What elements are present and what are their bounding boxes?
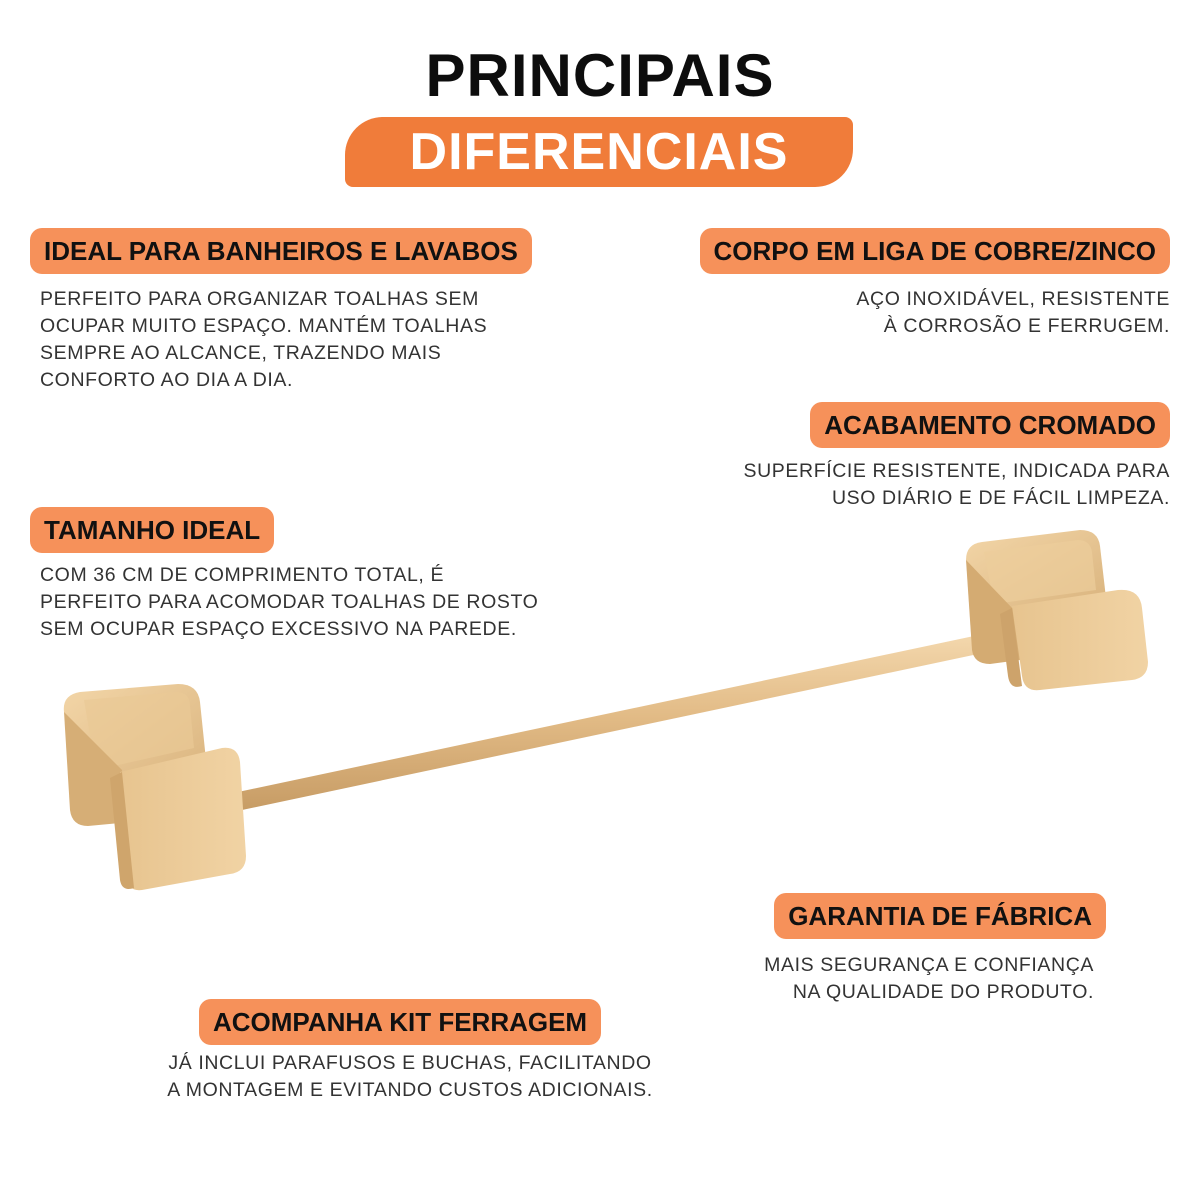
- desc-line: PERFEITO PARA ORGANIZAR TOALHAS SEM: [40, 288, 479, 310]
- feature-badge-banheiros: IDEAL PARA BANHEIROS E LAVABOS: [30, 228, 532, 274]
- desc-line: À CORROSÃO E FERRUGEM.: [883, 315, 1170, 337]
- feature-badge-garantia: GARANTIA DE FÁBRICA: [774, 893, 1106, 939]
- feature-desc-tamanho: [40, 562, 538, 643]
- feature-desc-garantia: [764, 952, 1094, 1006]
- desc-line: NA QUALIDADE DO PRODUTO.: [792, 981, 1094, 1003]
- right-mount: [966, 530, 1148, 690]
- desc-line: MAIS SEGURANÇA E CONFIANÇA: [764, 954, 1094, 976]
- feature-badge-acabamento: ACABAMENTO CROMADO: [810, 402, 1170, 448]
- feature-badge-tamanho: TAMANHO IDEAL: [30, 507, 274, 553]
- desc-line: AÇO INOXIDÁVEL, RESISTENTE: [856, 288, 1170, 310]
- desc-line: USO DIÁRIO E DE FÁCIL LIMPEZA.: [831, 487, 1170, 509]
- feature-desc-acabamento: [744, 458, 1170, 512]
- feature-badge-kit: ACOMPANHA KIT FERRAGEM: [199, 999, 601, 1045]
- rod: [238, 622, 1044, 810]
- page-subtitle: DIFERENCIAIS: [409, 123, 789, 181]
- feature-desc-kit: [130, 1050, 690, 1104]
- desc-line: A MONTAGEM E EVITANDO CUSTOS ADICIONAIS.: [167, 1079, 653, 1101]
- desc-line: OCUPAR MUITO ESPAÇO. MANTÉM TOALHAS: [40, 315, 488, 337]
- desc-line: PERFEITO PARA ACOMODAR TOALHAS DE ROSTO: [40, 591, 539, 613]
- desc-line: JÁ INCLUI PARAFUSOS E BUCHAS, FACILITANDO: [168, 1052, 652, 1074]
- feature-desc-corpo: [856, 286, 1170, 340]
- page-title: PRINCIPAIS: [425, 42, 775, 109]
- desc-line: SEM OCUPAR ESPAÇO EXCESSIVO NA PAREDE.: [40, 618, 517, 640]
- desc-line: COM 36 CM DE COMPRIMENTO TOTAL, É: [40, 564, 445, 586]
- feature-badge-corpo: CORPO EM LIGA DE COBRE/ZINCO: [700, 228, 1171, 274]
- desc-line: CONFORTO AO DIA A DIA.: [40, 369, 294, 391]
- desc-line: SUPERFÍCIE RESISTENTE, INDICADA PARA: [743, 460, 1170, 482]
- feature-desc-banheiros: [40, 286, 487, 394]
- left-mount: [64, 684, 246, 890]
- desc-line: SEMPRE AO ALCANCE, TRAZENDO MAIS: [40, 342, 442, 364]
